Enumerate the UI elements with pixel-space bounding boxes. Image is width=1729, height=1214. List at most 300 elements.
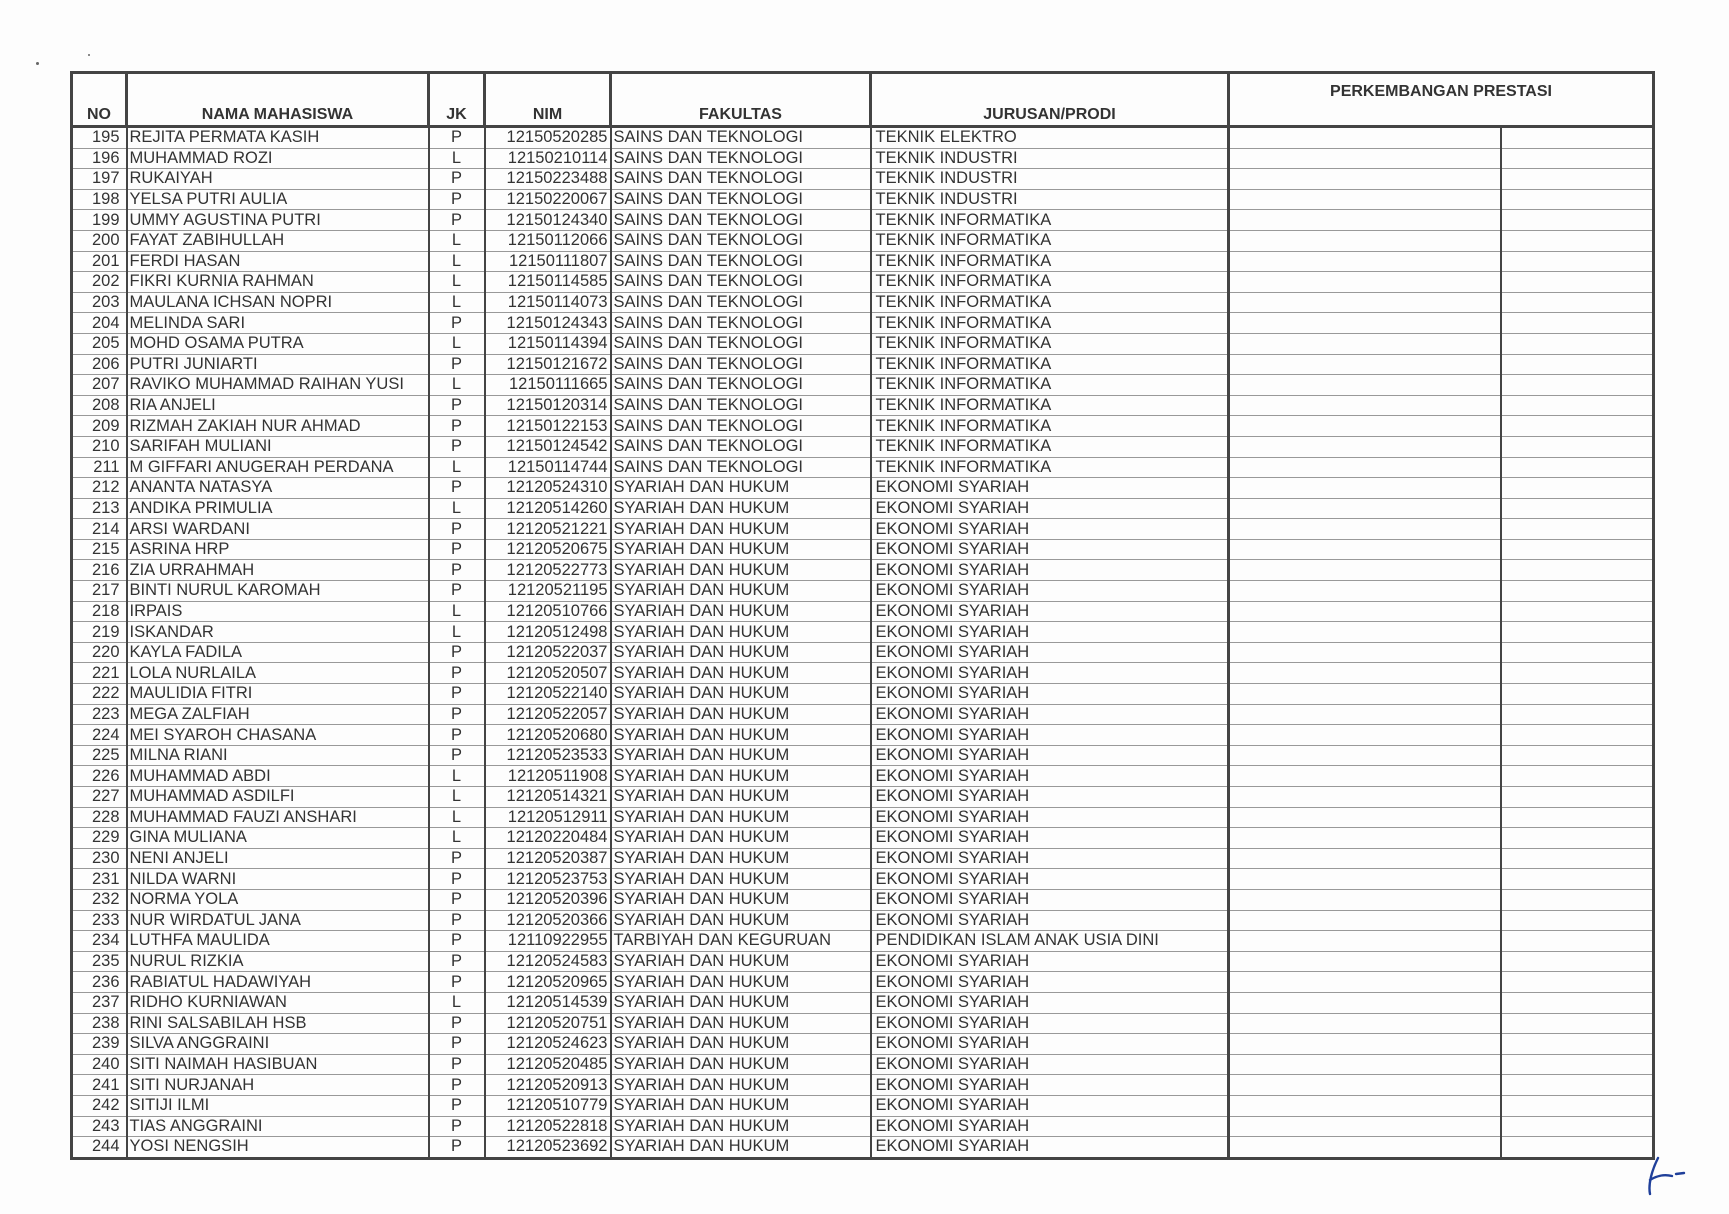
cell-prestasi-1: [1229, 272, 1501, 293]
cell-nama-mahasiswa: RUKAIYAH: [127, 169, 429, 190]
cell-nim: 12120511908: [485, 766, 611, 787]
cell-fakultas: SYARIAH DAN HUKUM: [611, 1013, 871, 1034]
cell-prestasi-1: [1229, 560, 1501, 581]
table-row: [72, 1054, 1654, 1075]
cell-nim: 12120514321: [485, 787, 611, 808]
cell-prestasi-2: [1501, 807, 1654, 828]
cell-prestasi-1: [1229, 313, 1501, 334]
table-row: [72, 560, 1654, 581]
cell-prestasi-2: [1501, 292, 1654, 313]
cell-prestasi-2: [1501, 1054, 1654, 1075]
table-row: [72, 642, 1654, 663]
cell-nim: 12150114585: [485, 272, 611, 293]
cell-nama-mahasiswa: YELSA PUTRI AULIA: [127, 189, 429, 210]
cell-no: 212: [72, 478, 127, 499]
cell-nim: 12120520507: [485, 663, 611, 684]
cell-nim: 12120524583: [485, 951, 611, 972]
cell-jurusan-prodi: TEKNIK INFORMATIKA: [871, 457, 1229, 478]
cell-jk: P: [429, 354, 485, 375]
table-row: [72, 127, 1654, 149]
cell-prestasi-1: [1229, 539, 1501, 560]
cell-jk: P: [429, 951, 485, 972]
cell-nim: 12120520485: [485, 1054, 611, 1075]
cell-fakultas: SYARIAH DAN HUKUM: [611, 869, 871, 890]
cell-no: 203: [72, 292, 127, 313]
cell-prestasi-1: [1229, 992, 1501, 1013]
cell-nim: 12150124542: [485, 436, 611, 457]
cell-no: 209: [72, 416, 127, 437]
cell-fakultas: SYARIAH DAN HUKUM: [611, 684, 871, 705]
cell-no: 224: [72, 725, 127, 746]
cell-fakultas: SYARIAH DAN HUKUM: [611, 1075, 871, 1096]
cell-jk: L: [429, 333, 485, 354]
cell-fakultas: SAINS DAN TEKNOLOGI: [611, 210, 871, 231]
cell-jurusan-prodi: EKONOMI SYARIAH: [871, 663, 1229, 684]
table-row: [72, 972, 1654, 993]
cell-prestasi-1: [1229, 210, 1501, 231]
cell-nama-mahasiswa: MAULIDIA FITRI: [127, 684, 429, 705]
cell-no: 217: [72, 581, 127, 602]
cell-jk: L: [429, 292, 485, 313]
cell-nama-mahasiswa: PUTRI JUNIARTI: [127, 354, 429, 375]
cell-nama-mahasiswa: ANANTA NATASYA: [127, 478, 429, 499]
cell-fakultas: SYARIAH DAN HUKUM: [611, 498, 871, 519]
cell-jurusan-prodi: EKONOMI SYARIAH: [871, 807, 1229, 828]
scan-speck: [88, 54, 90, 56]
cell-prestasi-2: [1501, 972, 1654, 993]
cell-no: 223: [72, 704, 127, 725]
cell-prestasi-1: [1229, 1013, 1501, 1034]
cell-nama-mahasiswa: ARSI WARDANI: [127, 519, 429, 540]
cell-prestasi-2: [1501, 416, 1654, 437]
cell-nama-mahasiswa: GINA MULIANA: [127, 828, 429, 849]
cell-prestasi-1: [1229, 1095, 1501, 1116]
table-row: [72, 889, 1654, 910]
cell-prestasi-2: [1501, 766, 1654, 787]
table-row: [72, 1034, 1654, 1055]
table-row: [72, 292, 1654, 313]
table-row: [72, 333, 1654, 354]
cell-prestasi-1: [1229, 931, 1501, 952]
cell-nim: 12150114073: [485, 292, 611, 313]
header-jk: JK: [429, 73, 485, 127]
cell-no: 215: [72, 539, 127, 560]
cell-prestasi-1: [1229, 189, 1501, 210]
cell-jurusan-prodi: EKONOMI SYARIAH: [871, 910, 1229, 931]
cell-prestasi-2: [1501, 622, 1654, 643]
table-row: [72, 313, 1654, 334]
cell-prestasi-2: [1501, 725, 1654, 746]
cell-no: 243: [72, 1116, 127, 1137]
cell-fakultas: SAINS DAN TEKNOLOGI: [611, 457, 871, 478]
cell-jk: L: [429, 230, 485, 251]
cell-jk: P: [429, 931, 485, 952]
cell-jurusan-prodi: EKONOMI SYARIAH: [871, 498, 1229, 519]
cell-no: 226: [72, 766, 127, 787]
cell-nim: 12150220067: [485, 189, 611, 210]
cell-no: 221: [72, 663, 127, 684]
table-body: [72, 127, 1654, 1159]
table-row: [72, 189, 1654, 210]
cell-no: 205: [72, 333, 127, 354]
cell-prestasi-2: [1501, 436, 1654, 457]
cell-nama-mahasiswa: YOSI NENGSIH: [127, 1137, 429, 1159]
cell-nama-mahasiswa: MUHAMMAD ASDILFI: [127, 787, 429, 808]
table-row: [72, 931, 1654, 952]
cell-no: 210: [72, 436, 127, 457]
cell-no: 197: [72, 169, 127, 190]
cell-nama-mahasiswa: KAYLA FADILA: [127, 642, 429, 663]
table-row: [72, 457, 1654, 478]
cell-jk: L: [429, 992, 485, 1013]
cell-prestasi-2: [1501, 931, 1654, 952]
cell-nama-mahasiswa: NUR WIRDATUL JANA: [127, 910, 429, 931]
cell-prestasi-2: [1501, 395, 1654, 416]
cell-jk: P: [429, 581, 485, 602]
cell-no: 195: [72, 127, 127, 149]
cell-no: 202: [72, 272, 127, 293]
cell-nim: 12120524623: [485, 1034, 611, 1055]
cell-jurusan-prodi: EKONOMI SYARIAH: [871, 539, 1229, 560]
cell-fakultas: SYARIAH DAN HUKUM: [611, 828, 871, 849]
cell-nim: 12150114744: [485, 457, 611, 478]
cell-jurusan-prodi: TEKNIK INDUSTRI: [871, 189, 1229, 210]
cell-nama-mahasiswa: REJITA PERMATA KASIH: [127, 127, 429, 149]
cell-jurusan-prodi: TEKNIK INFORMATIKA: [871, 251, 1229, 272]
cell-jk: L: [429, 148, 485, 169]
cell-no: 233: [72, 910, 127, 931]
cell-jurusan-prodi: EKONOMI SYARIAH: [871, 478, 1229, 499]
cell-nim: 12120520751: [485, 1013, 611, 1034]
cell-prestasi-2: [1501, 704, 1654, 725]
cell-nama-mahasiswa: RINI SALSABILAH HSB: [127, 1013, 429, 1034]
cell-fakultas: SYARIAH DAN HUKUM: [611, 663, 871, 684]
cell-nim: 12120521195: [485, 581, 611, 602]
cell-no: 200: [72, 230, 127, 251]
cell-jk: P: [429, 416, 485, 437]
cell-prestasi-1: [1229, 457, 1501, 478]
cell-prestasi-1: [1229, 642, 1501, 663]
cell-no: 198: [72, 189, 127, 210]
cell-nama-mahasiswa: LUTHFA MAULIDA: [127, 931, 429, 952]
cell-jurusan-prodi: PENDIDIKAN ISLAM ANAK USIA DINI: [871, 931, 1229, 952]
cell-jk: P: [429, 642, 485, 663]
cell-prestasi-1: [1229, 581, 1501, 602]
cell-nim: 12120522057: [485, 704, 611, 725]
cell-jk: P: [429, 848, 485, 869]
cell-jurusan-prodi: TEKNIK INFORMATIKA: [871, 313, 1229, 334]
cell-jurusan-prodi: TEKNIK ELEKTRO: [871, 127, 1229, 149]
table-row: [72, 251, 1654, 272]
cell-nim: 12120523533: [485, 745, 611, 766]
cell-prestasi-2: [1501, 169, 1654, 190]
cell-jk: L: [429, 828, 485, 849]
cell-nim: 12120520387: [485, 848, 611, 869]
table-row: [72, 539, 1654, 560]
cell-jurusan-prodi: EKONOMI SYARIAH: [871, 992, 1229, 1013]
cell-nim: 12120514539: [485, 992, 611, 1013]
cell-fakultas: SAINS DAN TEKNOLOGI: [611, 230, 871, 251]
cell-prestasi-2: [1501, 848, 1654, 869]
cell-prestasi-1: [1229, 478, 1501, 499]
cell-nim: 12150210114: [485, 148, 611, 169]
cell-no: 196: [72, 148, 127, 169]
cell-jurusan-prodi: EKONOMI SYARIAH: [871, 1095, 1229, 1116]
cell-fakultas: SYARIAH DAN HUKUM: [611, 642, 871, 663]
cell-fakultas: SAINS DAN TEKNOLOGI: [611, 375, 871, 396]
cell-jurusan-prodi: TEKNIK INFORMATIKA: [871, 375, 1229, 396]
cell-prestasi-1: [1229, 416, 1501, 437]
cell-jurusan-prodi: TEKNIK INDUSTRI: [871, 148, 1229, 169]
cell-prestasi-1: [1229, 333, 1501, 354]
cell-prestasi-1: [1229, 230, 1501, 251]
cell-jk: L: [429, 807, 485, 828]
table-row: [72, 272, 1654, 293]
cell-nama-mahasiswa: TIAS ANGGRAINI: [127, 1116, 429, 1137]
table-header: [72, 73, 1654, 127]
cell-no: 232: [72, 889, 127, 910]
cell-fakultas: SAINS DAN TEKNOLOGI: [611, 169, 871, 190]
cell-fakultas: SAINS DAN TEKNOLOGI: [611, 436, 871, 457]
cell-prestasi-2: [1501, 313, 1654, 334]
cell-no: 244: [72, 1137, 127, 1159]
cell-nama-mahasiswa: ISKANDAR: [127, 622, 429, 643]
cell-nim: 12150124340: [485, 210, 611, 231]
cell-jurusan-prodi: EKONOMI SYARIAH: [871, 1116, 1229, 1137]
cell-nim: 12120510779: [485, 1095, 611, 1116]
cell-fakultas: SYARIAH DAN HUKUM: [611, 745, 871, 766]
cell-jk: P: [429, 127, 485, 149]
cell-nama-mahasiswa: MAULANA ICHSAN NOPRI: [127, 292, 429, 313]
cell-prestasi-1: [1229, 889, 1501, 910]
cell-prestasi-2: [1501, 251, 1654, 272]
cell-fakultas: SAINS DAN TEKNOLOGI: [611, 272, 871, 293]
cell-jk: P: [429, 1075, 485, 1096]
cell-nim: 12120512498: [485, 622, 611, 643]
cell-fakultas: SYARIAH DAN HUKUM: [611, 478, 871, 499]
cell-fakultas: SAINS DAN TEKNOLOGI: [611, 395, 871, 416]
cell-jk: P: [429, 704, 485, 725]
cell-jk: P: [429, 1095, 485, 1116]
header-perkembangan-prestasi: PERKEMBANGAN PRESTASI: [1229, 73, 1654, 127]
cell-prestasi-1: [1229, 684, 1501, 705]
table-row: [72, 519, 1654, 540]
cell-prestasi-1: [1229, 251, 1501, 272]
cell-no: 229: [72, 828, 127, 849]
cell-nama-mahasiswa: MOHD OSAMA PUTRA: [127, 333, 429, 354]
cell-fakultas: SAINS DAN TEKNOLOGI: [611, 313, 871, 334]
cell-prestasi-1: [1229, 498, 1501, 519]
table-row: [72, 992, 1654, 1013]
cell-nim: 12120220484: [485, 828, 611, 849]
cell-prestasi-2: [1501, 1034, 1654, 1055]
cell-fakultas: SYARIAH DAN HUKUM: [611, 539, 871, 560]
cell-nama-mahasiswa: MELINDA SARI: [127, 313, 429, 334]
cell-prestasi-1: [1229, 1075, 1501, 1096]
cell-jurusan-prodi: EKONOMI SYARIAH: [871, 1054, 1229, 1075]
cell-prestasi-2: [1501, 1095, 1654, 1116]
cell-jk: P: [429, 519, 485, 540]
cell-jk: P: [429, 189, 485, 210]
cell-prestasi-2: [1501, 1116, 1654, 1137]
cell-jurusan-prodi: TEKNIK INFORMATIKA: [871, 416, 1229, 437]
cell-nim: 12120512911: [485, 807, 611, 828]
cell-jurusan-prodi: TEKNIK INFORMATIKA: [871, 354, 1229, 375]
cell-nim: 12120520913: [485, 1075, 611, 1096]
table-row: [72, 910, 1654, 931]
cell-no: 230: [72, 848, 127, 869]
cell-fakultas: SYARIAH DAN HUKUM: [611, 581, 871, 602]
cell-prestasi-2: [1501, 478, 1654, 499]
cell-jk: P: [429, 684, 485, 705]
table-row: [72, 807, 1654, 828]
cell-nama-mahasiswa: RIDHO KURNIAWAN: [127, 992, 429, 1013]
cell-nim: 12150223488: [485, 169, 611, 190]
cell-no: 239: [72, 1034, 127, 1055]
cell-fakultas: SYARIAH DAN HUKUM: [611, 972, 871, 993]
cell-jk: P: [429, 745, 485, 766]
cell-nama-mahasiswa: NILDA WARNI: [127, 869, 429, 890]
cell-nama-mahasiswa: MUHAMMAD FAUZI ANSHARI: [127, 807, 429, 828]
table-row: [72, 704, 1654, 725]
cell-prestasi-2: [1501, 498, 1654, 519]
cell-jurusan-prodi: EKONOMI SYARIAH: [871, 1013, 1229, 1034]
cell-no: 201: [72, 251, 127, 272]
cell-nim: 12120522818: [485, 1116, 611, 1137]
cell-prestasi-1: [1229, 622, 1501, 643]
cell-prestasi-1: [1229, 127, 1501, 149]
cell-jurusan-prodi: TEKNIK INFORMATIKA: [871, 210, 1229, 231]
cell-nama-mahasiswa: SITIJI ILMI: [127, 1095, 429, 1116]
cell-jurusan-prodi: EKONOMI SYARIAH: [871, 972, 1229, 993]
student-achievement-table: [70, 71, 1655, 1160]
table-row: [72, 416, 1654, 437]
cell-nama-mahasiswa: MEI SYAROH CHASANA: [127, 725, 429, 746]
cell-nim: 12150111807: [485, 251, 611, 272]
cell-nama-mahasiswa: ASRINA HRP: [127, 539, 429, 560]
cell-nim: 12150114394: [485, 333, 611, 354]
cell-prestasi-1: [1229, 1054, 1501, 1075]
cell-prestasi-1: [1229, 148, 1501, 169]
cell-prestasi-2: [1501, 869, 1654, 890]
cell-nim: 12150121672: [485, 354, 611, 375]
cell-jk: P: [429, 910, 485, 931]
table-row: [72, 848, 1654, 869]
cell-fakultas: SYARIAH DAN HUKUM: [611, 1034, 871, 1055]
cell-jurusan-prodi: EKONOMI SYARIAH: [871, 828, 1229, 849]
table-row: [72, 1137, 1654, 1159]
cell-jk: P: [429, 663, 485, 684]
cell-prestasi-2: [1501, 1075, 1654, 1096]
cell-prestasi-1: [1229, 951, 1501, 972]
cell-no: 235: [72, 951, 127, 972]
cell-no: 199: [72, 210, 127, 231]
cell-jk: P: [429, 1137, 485, 1159]
cell-jk: P: [429, 1054, 485, 1075]
cell-fakultas: SYARIAH DAN HUKUM: [611, 951, 871, 972]
cell-jurusan-prodi: EKONOMI SYARIAH: [871, 1075, 1229, 1096]
cell-fakultas: SYARIAH DAN HUKUM: [611, 560, 871, 581]
cell-nama-mahasiswa: RABIATUL HADAWIYAH: [127, 972, 429, 993]
table-row: [72, 745, 1654, 766]
cell-nama-mahasiswa: MEGA ZALFIAH: [127, 704, 429, 725]
cell-jurusan-prodi: TEKNIK INFORMATIKA: [871, 230, 1229, 251]
table-row: [72, 169, 1654, 190]
cell-prestasi-1: [1229, 725, 1501, 746]
cell-nim: 12150520285: [485, 127, 611, 149]
cell-prestasi-2: [1501, 272, 1654, 293]
table-row: [72, 622, 1654, 643]
cell-fakultas: SYARIAH DAN HUKUM: [611, 519, 871, 540]
cell-nama-mahasiswa: MUHAMMAD ROZI: [127, 148, 429, 169]
cell-prestasi-2: [1501, 951, 1654, 972]
cell-prestasi-2: [1501, 560, 1654, 581]
cell-no: 234: [72, 931, 127, 952]
table-row: [72, 210, 1654, 231]
table-row: [72, 684, 1654, 705]
cell-no: 207: [72, 375, 127, 396]
cell-jurusan-prodi: EKONOMI SYARIAH: [871, 951, 1229, 972]
cell-nim: 12120524310: [485, 478, 611, 499]
table-row: [72, 601, 1654, 622]
cell-jk: P: [429, 1034, 485, 1055]
cell-nim: 12120521221: [485, 519, 611, 540]
table-row: [72, 148, 1654, 169]
cell-no: 213: [72, 498, 127, 519]
header-nama-mahasiswa: NAMA MAHASISWA: [127, 73, 429, 127]
cell-jk: P: [429, 1013, 485, 1034]
cell-prestasi-2: [1501, 189, 1654, 210]
cell-nama-mahasiswa: BINTI NURUL KAROMAH: [127, 581, 429, 602]
cell-nim: 12110922955: [485, 931, 611, 952]
cell-fakultas: SAINS DAN TEKNOLOGI: [611, 354, 871, 375]
cell-jurusan-prodi: EKONOMI SYARIAH: [871, 684, 1229, 705]
cell-prestasi-2: [1501, 210, 1654, 231]
cell-nim: 12120522773: [485, 560, 611, 581]
cell-fakultas: SYARIAH DAN HUKUM: [611, 622, 871, 643]
cell-nim: 12150120314: [485, 395, 611, 416]
cell-nama-mahasiswa: UMMY AGUSTINA PUTRI: [127, 210, 429, 231]
cell-fakultas: SYARIAH DAN HUKUM: [611, 766, 871, 787]
table-row: [72, 1013, 1654, 1034]
cell-fakultas: TARBIYAH DAN KEGURUAN: [611, 931, 871, 952]
cell-prestasi-1: [1229, 292, 1501, 313]
table-row: [72, 498, 1654, 519]
cell-jk: P: [429, 478, 485, 499]
table-row: [72, 828, 1654, 849]
cell-fakultas: SAINS DAN TEKNOLOGI: [611, 292, 871, 313]
cell-prestasi-2: [1501, 787, 1654, 808]
cell-jurusan-prodi: EKONOMI SYARIAH: [871, 622, 1229, 643]
cell-nim: 12120514260: [485, 498, 611, 519]
cell-no: 208: [72, 395, 127, 416]
cell-jk: L: [429, 251, 485, 272]
cell-nama-mahasiswa: IRPAIS: [127, 601, 429, 622]
cell-no: 237: [72, 992, 127, 1013]
table-row: [72, 787, 1654, 808]
cell-prestasi-2: [1501, 127, 1654, 149]
cell-nama-mahasiswa: FAYAT ZABIHULLAH: [127, 230, 429, 251]
cell-jk: L: [429, 498, 485, 519]
header-no: NO: [72, 73, 127, 127]
cell-jk: L: [429, 457, 485, 478]
cell-jurusan-prodi: EKONOMI SYARIAH: [871, 601, 1229, 622]
cell-fakultas: SAINS DAN TEKNOLOGI: [611, 251, 871, 272]
header-jurusan-prodi: JURUSAN/PRODI: [871, 73, 1229, 127]
cell-prestasi-1: [1229, 354, 1501, 375]
cell-prestasi-2: [1501, 375, 1654, 396]
cell-prestasi-1: [1229, 395, 1501, 416]
